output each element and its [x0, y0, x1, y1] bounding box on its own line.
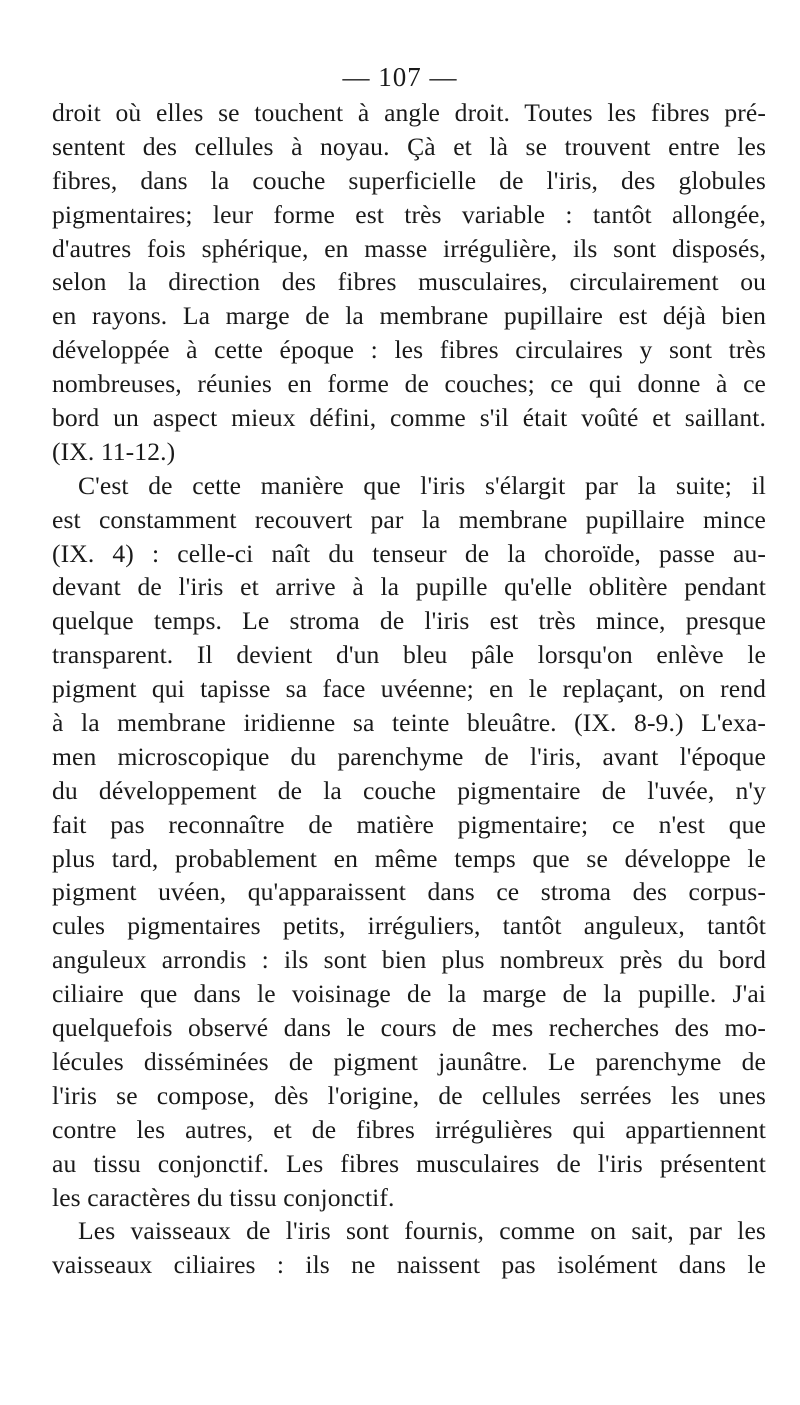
text-line: fait pas reconnaître de matière pigmentaire; ce n'est que	[52, 809, 766, 839]
text-line: sentent des cellules à noyau. Çà et là se trouvent entre les	[52, 131, 766, 161]
text-line: selon la direction des fibres musculaires, circulairement ou	[52, 267, 766, 297]
text-line: lécules disséminées de pigment jaunâtre. Le parenchyme de	[52, 1046, 766, 1076]
text-line: C'est de cette manière que l'iris s'élargit par la suite; il	[78, 470, 766, 500]
text-line: les caractères du tissu conjonctif.	[52, 1182, 395, 1212]
text-line: l'iris se compose, dès l'origine, de cellules serrées les unes	[52, 1080, 766, 1110]
text-line: cules pigmentaires petits, irréguliers, tantôt anguleux, tantôt	[52, 911, 766, 941]
text-line: pigment qui tapisse sa face uvéenne; en le replaçant, on rend	[52, 674, 766, 704]
text-line: droit où elles se touchent à angle droit. Toutes les fibres pré-	[52, 98, 766, 127]
text-line: bord un aspect mieux défini, comme s'il était voûté et saillant.	[52, 403, 766, 433]
text-line: pigmentaires; leur forme est très variable : tantôt allongée,	[52, 199, 766, 229]
text-line: à la membrane iridienne sa teinte bleuâtre. (IX. 8-9.) L'exa-	[52, 708, 766, 738]
text-line: quelquefois observé dans le cours de mes recherches des mo-	[52, 1013, 766, 1043]
text-line: anguleux arrondis : ils sont bien plus nombreux près du bord	[52, 945, 766, 975]
text-line: (IX. 4) : celle-ci naît du tenseur de la choroïde, passe au-	[52, 538, 766, 568]
text-line: Les vaisseaux de l'iris sont fournis, comme on sait, par les	[78, 1216, 766, 1246]
text-line: pigment uvéen, qu'apparaissent dans ce stroma des corpus-	[52, 877, 766, 907]
text-line: d'autres fois sphérique, en masse irrégulière, ils sont disposés,	[52, 233, 766, 263]
text-line: en rayons. La marge de la membrane pupillaire est déjà bien	[52, 301, 766, 331]
text-line: est constamment recouvert par la membrane pupillaire mince	[52, 504, 766, 534]
text-line: devant de l'iris et arrive à la pupille qu'elle oblitère pendant	[52, 572, 766, 602]
text-line: fibres, dans la couche superficielle de l'iris, des globules	[52, 165, 766, 195]
text-line: du développement de la couche pigmentaire de l'uvée, n'y	[52, 775, 766, 805]
text-line: nombreuses, réunies en forme de couches; ce qui donne à ce	[52, 369, 766, 399]
text-line: quelque temps. Le stroma de l'iris est très mince, presque	[52, 606, 766, 636]
text-line: ciliaire que dans le voisinage de la marge de la pupille. J'ai	[52, 979, 766, 1009]
text-line: transparent. Il devient d'un bleu pâle lorsqu'on enlève le	[52, 640, 766, 670]
text-line: au tissu conjonctif. Les fibres musculaires de l'iris présentent	[52, 1148, 766, 1178]
page-number-header: — 107 —	[342, 62, 458, 92]
body-text	[52, 96, 766, 1282]
text-line: men microscopique du parenchyme de l'iris, avant l'époque	[52, 741, 766, 771]
text-line: (IX. 11-12.)	[52, 436, 176, 466]
text-line: vaisseaux ciliaires : ils ne naissent pas isolément dans le	[52, 1250, 766, 1280]
text-line: développée à cette époque : les fibres circulaires y sont très	[52, 335, 766, 365]
text-line: contre les autres, et de fibres irrégulières qui appartiennent	[52, 1114, 766, 1144]
text-line: plus tard, probablement en même temps que se développe le	[52, 843, 766, 873]
